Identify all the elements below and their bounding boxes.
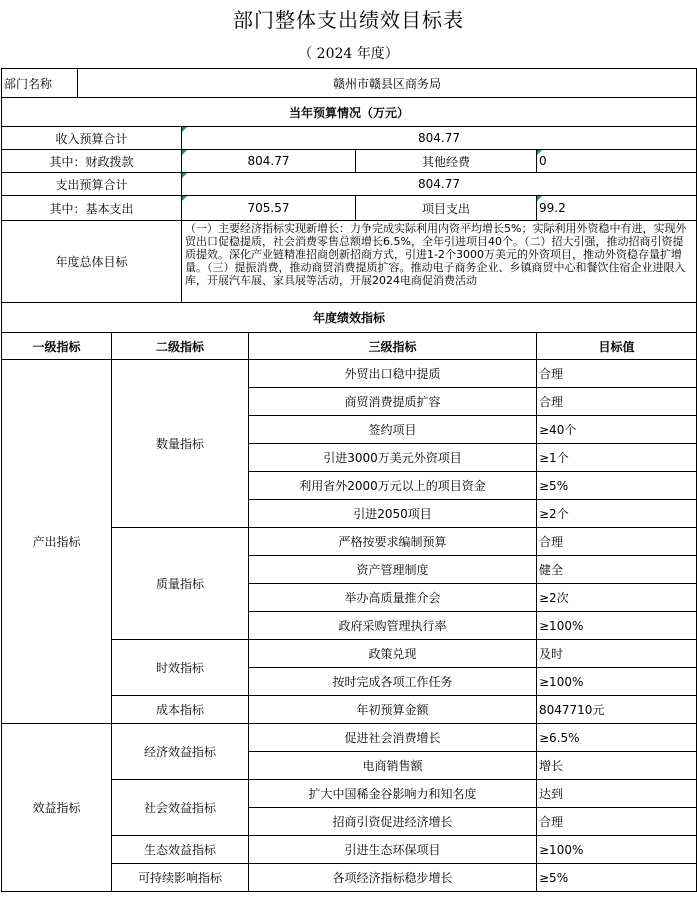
indicator-name: 按时完成各项工作任务 [249,668,537,696]
level2-sustainable: 可持续影响指标 [112,864,249,892]
indicator-target: ≥2次 [537,584,697,612]
indicator-target: 合理 [537,808,697,836]
indicator-name: 引进生态环保项目 [249,836,537,864]
performance-table [1,68,697,892]
indicator-target: ≥5% [537,864,697,892]
fiscal-allocation-label: 其中：财政拨款 [2,150,182,173]
indicator-name: 商贸消费提质扩容 [249,388,537,416]
indicator-target: ≥1个 [537,444,697,472]
indicator-target: ≥40个 [537,416,697,444]
indicator-name: 扩大中国稀金谷影响力和知名度 [249,780,537,808]
level1-output: 产出指标 [2,360,112,724]
indicator-name: 政府采购管理执行率 [249,612,537,640]
level2-quality: 质量指标 [112,528,249,640]
indicator-target: ≥100% [537,668,697,696]
annual-goal-label: 年度总体目标 [2,221,182,303]
budget-section-title: 当年预算情况（万元） [2,98,697,127]
annual-goal-text: （一）主要经济指标实现新增长：力争完成实际利用内资平均增长5%；实际利用外资稳中有进，实现外贸出口促稳提质，社会消费零售总额增长6.5%，全年引进项目40个。（二）招大引强，推动招商引资提质提效。深化产业链精准招商创新招商方式，引进1-2个3000万美元的外资项目，推动外资稳存量扩增量。（三）提振消费，推动商贸消费提质扩容。推动电子商务企业、乡镇商贸中心和餐饮住宿企业进限入库，开展汽车展、家具展等活动，开展2024电商促消费活动 [182,221,697,303]
page-title: 部门整体支出绩效目标表 [233,8,464,32]
indicator-name: 签约项目 [249,416,537,444]
header-target: 目标值 [537,333,697,360]
level2-social: 社会效益指标 [112,780,249,836]
indicator-target: 达到 [537,780,697,808]
dept-name-label: 部门名称 [2,69,78,98]
project-expense-value: 99.2 [537,196,697,221]
other-funds-label: 其他经费 [356,150,537,173]
level2-timeliness: 时效指标 [112,640,249,696]
level1-benefit: 效益指标 [2,724,112,892]
indicator-target: 8047710元 [537,696,697,724]
indicator-name: 年初预算金额 [249,696,537,724]
indicator-target: 健全 [537,556,697,584]
indicator-name: 引进2050项目 [249,500,537,528]
indicator-name: 引进3000万美元外资项目 [249,444,537,472]
indicator-target: ≥100% [537,612,697,640]
indicator-name: 利用省外2000万元以上的项目资金 [249,472,537,500]
project-expense-label: 项目支出 [356,196,537,221]
indicator-target: 合理 [537,360,697,388]
indicator-target: ≥5% [537,472,697,500]
indicator-target: ≥2个 [537,500,697,528]
indicator-name: 各项经济指标稳步增长 [249,864,537,892]
basic-expense-label: 其中：基本支出 [2,196,182,221]
indicator-name: 资产管理制度 [249,556,537,584]
indicator-name: 促进社会消费增长 [249,724,537,752]
other-funds-value: 0 [537,150,697,173]
indicator-name: 招商引资促进经济增长 [249,808,537,836]
indicator-name: 政策兑现 [249,640,537,668]
level2-economic: 经济效益指标 [112,724,249,780]
basic-expense-value: 705.57 [182,196,356,221]
indicator-target: 及时 [537,640,697,668]
expense-budget-value: 804.77 [182,173,697,196]
income-budget-value: 804.77 [182,127,697,150]
indicator-target: ≥6.5% [537,724,697,752]
header-level3: 三级指标 [249,333,537,360]
income-budget-label: 收入预算合计 [2,127,182,150]
header-level2: 二级指标 [112,333,249,360]
indicator-target: 合理 [537,388,697,416]
level2-cost: 成本指标 [112,696,249,724]
indicator-target: ≥100% [537,836,697,864]
indicator-name: 举办高质量推介会 [249,584,537,612]
indicator-name: 外贸出口稳中提质 [249,360,537,388]
year-label: （ 2024 年度） [298,46,399,62]
indicator-target: 合理 [537,528,697,556]
level2-quantity: 数量指标 [112,360,249,528]
indicator-name: 电商销售额 [249,752,537,780]
perf-section-title: 年度绩效指标 [2,303,697,333]
expense-budget-label: 支出预算合计 [2,173,182,196]
level2-ecological: 生态效益指标 [112,836,249,864]
fiscal-allocation-value: 804.77 [182,150,356,173]
dept-name-value: 赣州市赣县区商务局 [78,69,697,98]
header-level1: 一级指标 [2,333,112,360]
indicator-name: 严格按要求编制预算 [249,528,537,556]
indicator-target: 增长 [537,752,697,780]
